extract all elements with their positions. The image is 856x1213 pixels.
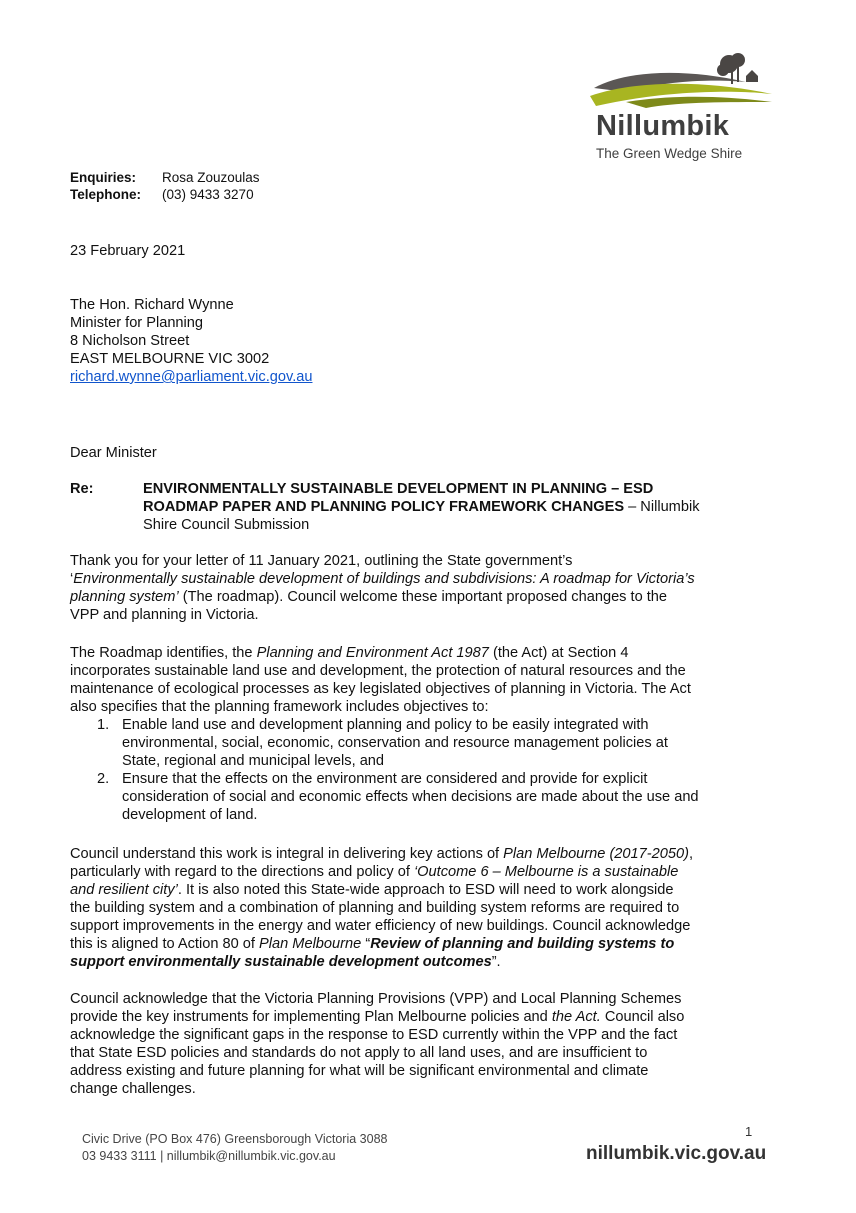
paragraph-4	[70, 990, 684, 1098]
action-80-title-end: support environmentally sustainable development outcomes	[70, 954, 492, 970]
outcome-6-title-end: and resilient city’	[70, 882, 178, 898]
letter-date: 23 February 2021	[70, 243, 186, 259]
p2-text: The Roadmap identifies, the	[70, 645, 257, 661]
act-title: Planning and Environment Act 1987	[256, 645, 489, 661]
recipient-city: EAST MELBOURNE VIC 3002	[70, 351, 270, 367]
telephone-value: (03) 9433 3270	[162, 187, 254, 202]
enquiries-line	[70, 169, 260, 187]
enquiries-value: Rosa Zouzoulas	[162, 170, 260, 185]
recipient-title: Minister for Planning	[70, 315, 204, 331]
p3-line: the building system and a combination of planning and building system reforms are required to	[70, 900, 680, 916]
p4-line: change challenges.	[70, 1081, 196, 1097]
page-number: 1	[745, 1124, 753, 1139]
subject-line-1: ENVIRONMENTALLY SUSTAINABLE DEVELOPMENT IN PLANNING – ESD	[143, 481, 654, 497]
p3-text: particularly with regard to the directions and policy of	[70, 864, 414, 880]
p4-line: address existing and future planning for what will be significant environmental and climate	[70, 1063, 649, 1079]
roadmap-title-end: planning system’	[70, 589, 179, 605]
list-line: State, regional and municipal levels, and	[122, 753, 385, 769]
p1-line: (The roadmap). Council welcome these important proposed changes to the	[178, 589, 668, 605]
p3-text: ,	[688, 846, 694, 862]
p4-line: Council acknowledge that the Victoria Planning Provisions (VPP) and Local Planning Schemes	[70, 991, 682, 1007]
re-label: Re:	[70, 481, 94, 497]
p3-text: “	[361, 936, 371, 952]
roadmap-title: Environmentally sustainable development of buildings and subdivisions: A roadmap for Victoria’s	[73, 571, 695, 587]
recipient-address	[70, 296, 312, 386]
p3-text: ”.	[491, 954, 501, 970]
subject-heading	[143, 480, 700, 534]
list-line: environmental, social, economic, conservation and resource management policies at	[122, 735, 668, 751]
p3-text: this is aligned to Action 80 of	[70, 936, 260, 952]
p2-text: (the Act) at Section 4	[488, 645, 629, 661]
list-number: 2.	[97, 771, 110, 787]
footer-address-block	[82, 1131, 387, 1165]
footer-website[interactable]: nillumbik.vic.gov.au	[586, 1143, 767, 1164]
salutation: Dear Minister	[70, 445, 157, 461]
p2-line: also specifies that the planning framework includes objectives to:	[70, 699, 489, 715]
logo-tagline: The Green Wedge Shire	[596, 146, 743, 161]
list-number: 1.	[97, 717, 110, 733]
p3-text: . It is also noted this State-wide approach to ESD will need to work alongside	[177, 882, 674, 898]
subject-line-2-bold: ROADMAP PAPER AND PLANNING POLICY FRAMEWORK CHANGES	[143, 499, 625, 515]
p2-line: maintenance of ecological processes as key legislated objectives of planning in Victoria. The Act	[70, 681, 691, 697]
p2-line: incorporates sustainable land use and development, the protection of natural resources and the	[70, 663, 686, 679]
list-line: consideration of social and economic effects when decisions are made about the use and	[122, 789, 699, 805]
p1-line: VPP and planning in Victoria.	[70, 607, 259, 623]
act-reference: the Act.	[551, 1009, 601, 1025]
p1-line: Thank you for your letter of 11 January 2021, outlining the State government’s	[70, 553, 573, 569]
footer-address: Civic Drive (PO Box 476) Greensborough Victoria 3088	[82, 1132, 388, 1146]
recipient-name: The Hon. Richard Wynne	[70, 297, 234, 313]
paragraph-1	[70, 552, 695, 624]
outcome-6-title: ‘Outcome 6 – Melbourne is a sustainable	[413, 864, 679, 880]
footer-contact: 03 9433 3111 | nillumbik@nillumbik.vic.gov.au	[82, 1149, 336, 1163]
p4-line: acknowledge the significant gaps in the response to ESD currently within the VPP and the fact	[70, 1027, 678, 1043]
action-80-title: Review of planning and building systems to	[370, 936, 675, 952]
list-line: Enable land use and development planning and policy to be easily integrated with	[122, 717, 649, 733]
p3-text: Council understand this work is integral in delivering key actions of	[70, 846, 504, 862]
p3-line: support improvements in the energy and water efficiency of new buildings. Council acknowledge	[70, 918, 691, 934]
council-logo	[586, 50, 776, 165]
plan-melbourne-title: Plan Melbourne	[259, 936, 362, 952]
p4-text: Council also	[600, 1009, 685, 1025]
subject-line-2-rest: – Nillumbik	[624, 499, 700, 515]
landscape-logo-icon	[586, 50, 776, 112]
telephone-line	[70, 186, 254, 204]
paragraph-2	[70, 644, 691, 716]
enquiries-label: Enquiries:	[70, 170, 137, 185]
recipient-street: 8 Nicholson Street	[70, 333, 190, 349]
paragraph-3	[70, 845, 693, 971]
p1-quote: ‘	[70, 571, 74, 587]
plan-melbourne-title: Plan Melbourne (2017-2050)	[503, 846, 689, 862]
telephone-label: Telephone:	[70, 187, 142, 202]
p4-text: provide the key instruments for implementing Plan Melbourne policies and	[70, 1009, 552, 1025]
list-line: Ensure that the effects on the environment are considered and provide for explicit	[122, 771, 648, 787]
recipient-email-link[interactable]: richard.wynne@parliament.vic.gov.au	[70, 369, 313, 385]
p4-line: that State ESD policies and standards do not apply to all land uses, and are insufficient to	[70, 1045, 648, 1061]
logo-wordmark: Nillumbik	[596, 110, 730, 142]
list-line: development of land.	[122, 807, 258, 823]
subject-line-3: Shire Council Submission	[143, 517, 310, 533]
